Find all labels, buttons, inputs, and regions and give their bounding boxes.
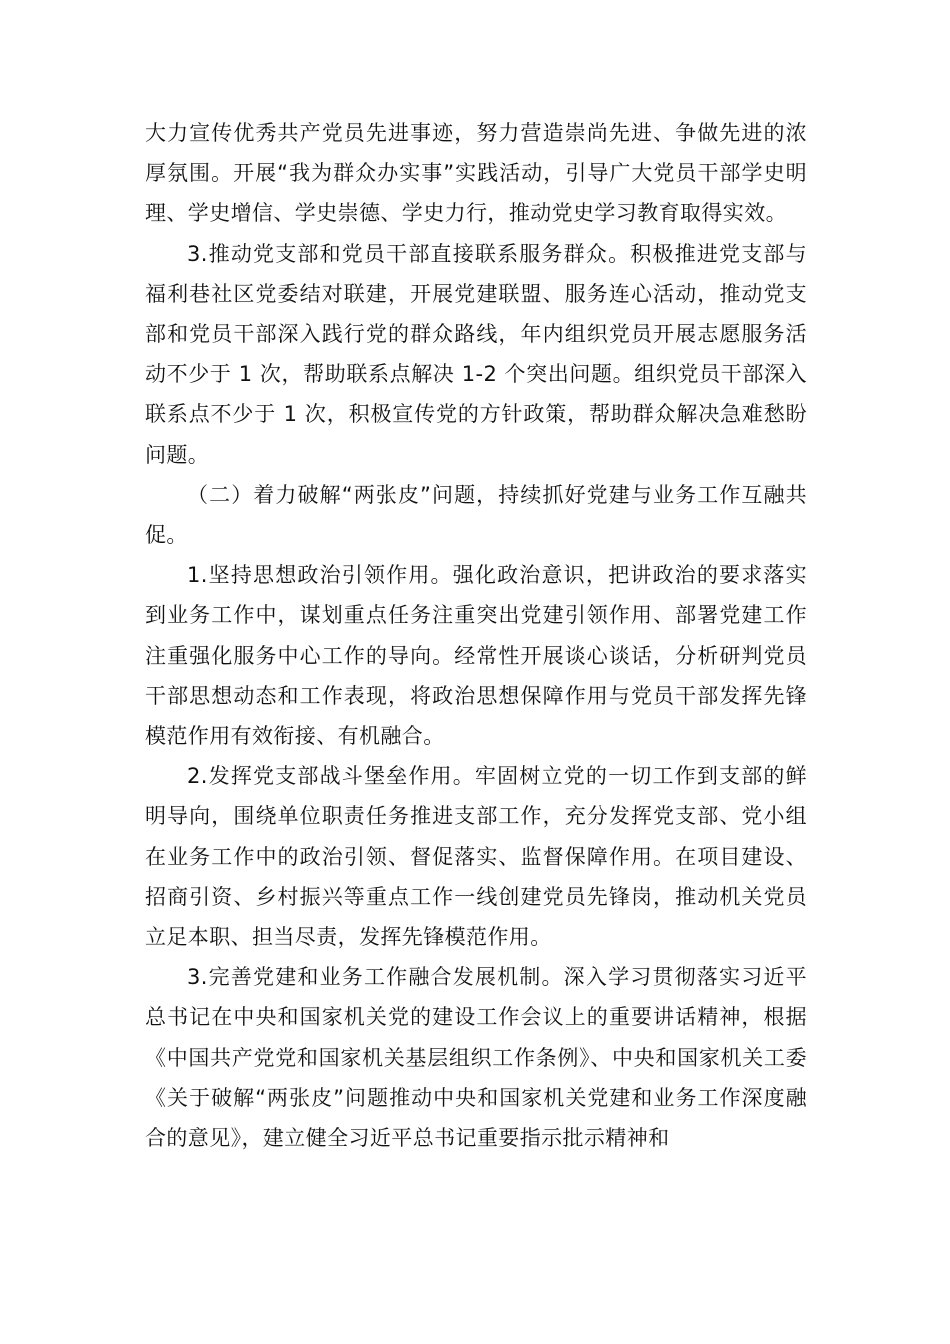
paragraph-2: 3.推动党支部和党员干部直接联系服务群众。积极推进党支部与福利巷社区党委结对联建，开展党建联盟、服务连心活动，推动党支部和党员干部深入践行党的群众路线，年内组织党员开展志愿服务活动不少于 1 次，帮助联系点解决 1-2 个突出问题。组织党员干部深入联系点不少于 1 次，积极宣传党的方针政策，帮助群众解决急难愁盼问题。 — [145, 241, 807, 467]
paragraph-5: 2.发挥党支部战斗堡垒作用。牢固树立党的一切工作到支部的鲜明导向，围绕单位职责任务推进支部工作，充分发挥党支部、党小组在业务工作中的政治引领、督促落实、监督保障作用。在项目建设、招商引资、乡村振兴等重点工作一线创建党员先锋岗，推动机关党员立足本职、担当尽责，发挥先锋模范作用。 — [145, 764, 807, 950]
section-heading: （二）着力破解“两张皮”问题，持续抓好党建与业务工作互融共促。 — [145, 482, 807, 548]
paragraph-6: 3.完善党建和业务工作融合发展机制。深入学习贯彻落实习近平总书记在中央和国家机关党的建设工作会议上的重要讲话精神，根据《中国共产党党和国家机关基层组织工作条例》、中央和国家机关工委《关于破解“两张皮”问题推动中央和国家机关党建和业务工作深度融合的意见》，建立健全习近平总书记重要指示批示精神和 — [145, 965, 807, 1151]
paragraph-4: 1.坚持思想政治引领作用。强化政治意识，把讲政治的要求落实到业务工作中，谋划重点任务注重突出党建引领作用、部署党建工作注重强化服务中心工作的导向。经常性开展谈心谈话，分析研判党员干部思想动态和工作表现，将政治思想保障作用与党员干部发挥先锋模范作用有效衔接、有机融合。 — [145, 563, 807, 749]
paragraph-1: 大力宣传优秀共产党员先进事迹，努力营造崇尚先进、争做先进的浓厚氛围。开展“我为群众办实事”实践活动，引导广大党员干部学史明理、学史增信、学史崇德、学史力行，推动党史学习教育取得实效。 — [145, 121, 807, 226]
document-body — [145, 113, 807, 1158]
